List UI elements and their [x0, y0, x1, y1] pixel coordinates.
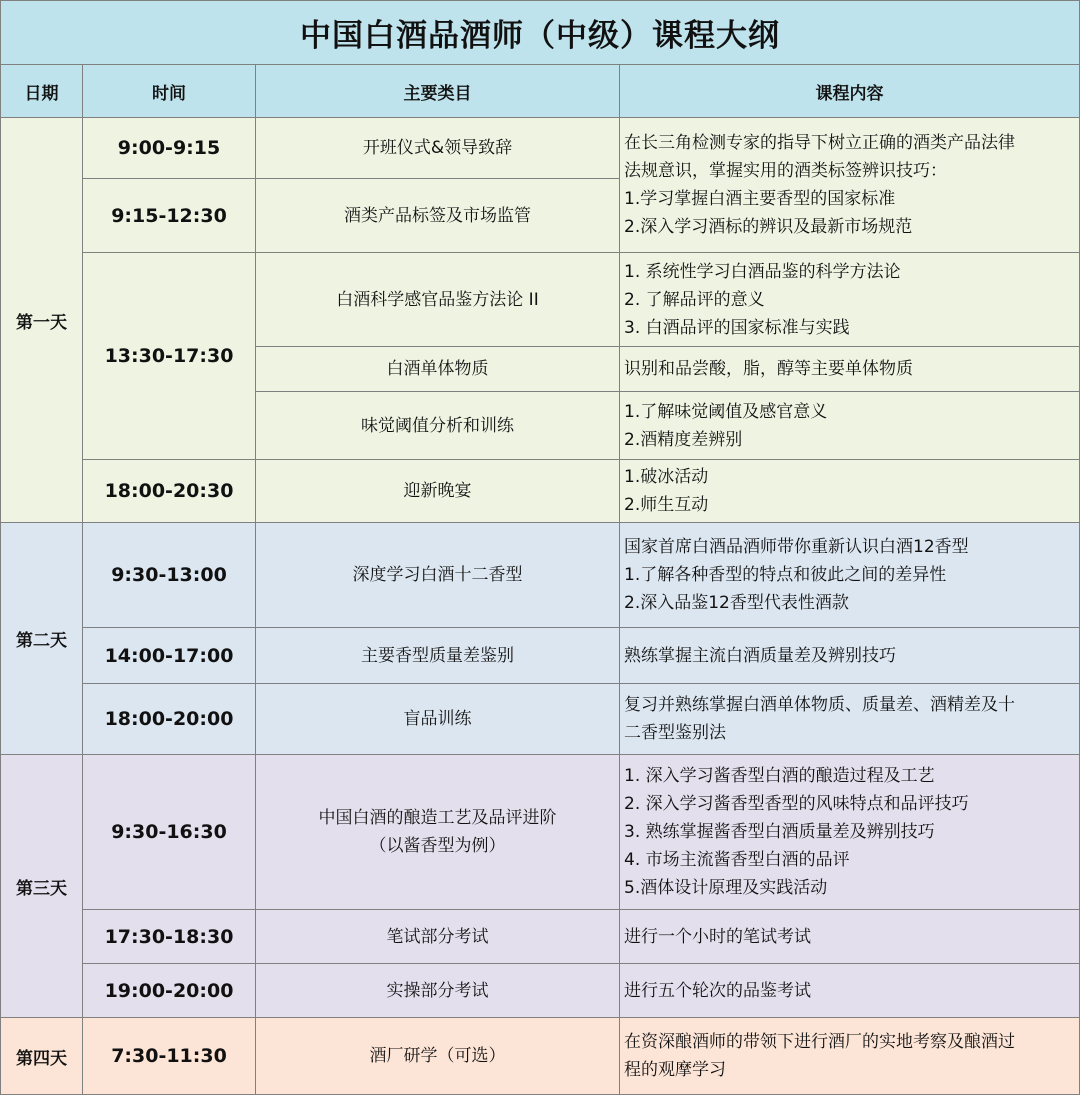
session-time: 18:00-20:30 [83, 460, 256, 523]
session-time: 9:30-16:30 [83, 755, 256, 910]
content-line: 3. 白酒品评的国家标准与实践 [624, 317, 850, 338]
content-line: 2.深入品鉴12香型代表性酒款 [624, 593, 849, 613]
content-line: 进行五个轮次的品鉴考试 [624, 980, 811, 1001]
session-category: 盲品训练 [256, 684, 620, 755]
session-content [620, 523, 1080, 628]
session-content [620, 118, 1080, 253]
session-content [620, 684, 1080, 755]
header-content: 课程内容 [620, 65, 1080, 118]
content-line: 5.酒体设计原理及实践活动 [624, 878, 828, 898]
content-line: 程的观摩学习 [624, 1060, 726, 1080]
table-row [1, 910, 1080, 964]
session-category: 酒厂研学（可选） [256, 1018, 620, 1095]
header-time: 时间 [83, 65, 256, 118]
table-title: 中国白酒品酒师（中级）课程大纲 [1, 1, 1080, 65]
header-row [1, 65, 1080, 118]
session-category: 实操部分考试 [256, 964, 620, 1018]
table-row [1, 964, 1080, 1018]
session-content [620, 964, 1080, 1018]
table-row [1, 1018, 1080, 1095]
content-line: 1. 深入学习酱香型白酒的酿造过程及工艺 [624, 766, 935, 786]
table-row [1, 523, 1080, 628]
table-row [1, 460, 1080, 523]
session-category: 白酒单体物质 [256, 347, 620, 392]
table-row [1, 118, 1080, 179]
table-row [1, 628, 1080, 684]
content-line: 1.学习掌握白酒主要香型的国家标准 [624, 189, 896, 209]
content-line: 二香型鉴别法 [624, 723, 726, 743]
title-row [1, 1, 1080, 65]
content-line: 在长三角检测专家的指导下树立正确的酒类产品法律 [624, 133, 1015, 153]
content-line: 1.破冰活动 [624, 467, 709, 487]
session-category [256, 755, 620, 910]
content-line: 2. 了解品评的意义 [624, 289, 765, 310]
session-time: 14:00-17:00 [83, 628, 256, 684]
day-label: 第一天 [1, 118, 83, 523]
session-category: 迎新晚宴 [256, 460, 620, 523]
category-line: 中国白酒的酿造工艺及品评进阶 [318, 808, 557, 828]
content-line: 3. 熟练掌握酱香型白酒质量差及辨别技巧 [624, 822, 935, 842]
session-content [620, 392, 1080, 460]
content-line: 4. 市场主流酱香型白酒的品评 [624, 850, 850, 870]
session-content [620, 253, 1080, 347]
session-time: 9:30-13:00 [83, 523, 256, 628]
session-time: 9:00-9:15 [83, 118, 256, 179]
session-time: 18:00-20:00 [83, 684, 256, 755]
content-line: 1. 系统性学习白酒品鉴的科学方法论 [624, 261, 901, 282]
session-content [620, 755, 1080, 910]
category-line: （以酱香型为例） [369, 836, 506, 856]
content-line: 1.了解各种香型的特点和彼此之间的差异性 [624, 565, 947, 585]
content-line: 在资深酿酒师的带领下进行酒厂的实地考察及酿酒过 [624, 1032, 1015, 1052]
session-category: 主要香型质量差鉴别 [256, 628, 620, 684]
session-category: 深度学习白酒十二香型 [256, 523, 620, 628]
content-line: 进行一个小时的笔试考试 [624, 926, 811, 947]
day-label: 第三天 [1, 755, 83, 1018]
session-content [620, 347, 1080, 392]
day-label: 第四天 [1, 1018, 83, 1095]
content-line: 2.深入学习酒标的辨识及最新市场规范 [624, 217, 913, 237]
table-row [1, 684, 1080, 755]
content-line: 法规意识，掌握实用的酒类标签辨识技巧： [624, 161, 947, 181]
session-content [620, 1018, 1080, 1095]
header-category: 主要类目 [256, 65, 620, 118]
content-line: 1.了解味觉阈值及感官意义 [624, 401, 828, 422]
session-category: 味觉阈值分析和训练 [256, 392, 620, 460]
session-category: 开班仪式&领导致辞 [256, 118, 620, 179]
content-line: 识别和品尝酸，脂，醇等主要单体物质 [624, 359, 913, 379]
session-time: 7:30-11:30 [83, 1018, 256, 1095]
session-time: 9:15-12:30 [83, 179, 256, 253]
session-content [620, 910, 1080, 964]
session-category: 笔试部分考试 [256, 910, 620, 964]
session-time: 17:30-18:30 [83, 910, 256, 964]
session-time: 13:30-17:30 [83, 253, 256, 460]
table-row [1, 253, 1080, 347]
content-line: 2.酒精度差辨别 [624, 429, 743, 450]
session-content [620, 628, 1080, 684]
session-content [620, 460, 1080, 523]
header-date: 日期 [1, 65, 83, 118]
content-line: 2.师生互动 [624, 495, 709, 515]
session-category: 白酒科学感官品鉴方法论 II [256, 253, 620, 347]
content-line: 复习并熟练掌握白酒单体物质、质量差、酒精差及十 [624, 695, 1015, 715]
content-line: 国家首席白酒品酒师带你重新认识白酒12香型 [624, 537, 969, 557]
content-line: 熟练掌握主流白酒质量差及辨别技巧 [624, 645, 896, 666]
session-category: 酒类产品标签及市场监管 [256, 179, 620, 253]
session-time: 19:00-20:00 [83, 964, 256, 1018]
table-row [1, 755, 1080, 910]
day-label: 第二天 [1, 523, 83, 755]
content-line: 2. 深入学习酱香型香型的风味特点和品评技巧 [624, 794, 969, 814]
